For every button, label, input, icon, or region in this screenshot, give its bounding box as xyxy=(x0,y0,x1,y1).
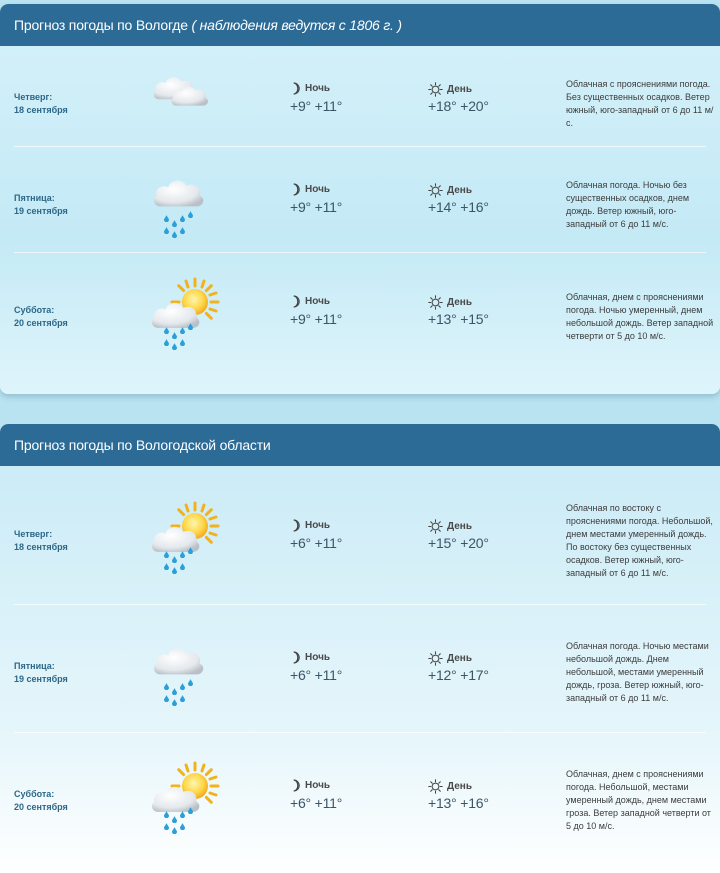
forecast-row xyxy=(0,64,720,144)
forecast-row xyxy=(0,160,720,250)
day-period xyxy=(428,519,472,534)
day-temperature: +15° +20° xyxy=(428,535,489,551)
day-label xyxy=(14,788,68,814)
forecast-description: Облачная по востоку с прояснениями погода. Небольшой, днем местами умеренный дождь. По востоку без существенных осадков. Ветер южный, юго-западный от 6 до 11 м/с. xyxy=(566,503,713,578)
night-period xyxy=(290,519,330,532)
day-temperature: +12° +17° xyxy=(428,667,489,683)
night-temperature: +9° +11° xyxy=(290,199,343,215)
day-temperature: +13° +16° xyxy=(428,795,489,811)
date: 19 сентября xyxy=(14,674,68,684)
forecast-description: Облачная, днем с прояснениями погода. Небольшой, местами умеренный дождь, днем местами гроза. Ветер западной четверти от 5 до 10 м/с. xyxy=(566,769,711,831)
forecast-row xyxy=(0,262,720,372)
day-label xyxy=(14,91,68,117)
forecast-description: Облачная погода. Ночью без существенных осадков, днем дождь. Ветер южный, юго-западный от 6 до 11 м/с. xyxy=(566,180,690,229)
panel-header xyxy=(0,424,720,466)
day-label-text: День xyxy=(447,185,472,196)
sun-icon xyxy=(428,779,443,794)
night-temperature: +9° +11° xyxy=(290,311,343,327)
sun-icon xyxy=(428,651,443,666)
day-label-text: День xyxy=(447,521,472,532)
date: 20 сентября xyxy=(14,802,68,812)
day-label-text: День xyxy=(447,84,472,95)
night-label: Ночь xyxy=(305,184,331,195)
night-temperature: +6° +11° xyxy=(290,795,343,811)
night-label: Ночь xyxy=(305,296,331,307)
rain-cloud-icon xyxy=(150,633,222,713)
row-divider xyxy=(14,146,706,147)
moon-icon xyxy=(290,183,301,196)
date: 18 сентября xyxy=(14,542,68,552)
sun-rain-cloud-icon xyxy=(150,501,222,581)
day-period xyxy=(428,651,472,666)
forecast-row xyxy=(0,618,720,728)
panel-title: Прогноз погоды по Вологодской области xyxy=(14,437,271,453)
panel-subtitle: ( наблюдения ведутся с 1806 г. ) xyxy=(191,17,402,33)
night-temperature: +9° +11° xyxy=(290,98,343,114)
rain-cloud-icon xyxy=(150,165,222,245)
sun-icon xyxy=(428,183,443,198)
day-period xyxy=(428,779,472,794)
row-divider xyxy=(14,252,706,253)
day-label xyxy=(14,304,68,330)
day-label-text: День xyxy=(447,297,472,308)
night-label: Ночь xyxy=(305,83,331,94)
panel-title: Прогноз погоды по Вологде xyxy=(14,17,188,33)
date: 18 сентября xyxy=(14,105,68,115)
forecast-row xyxy=(0,486,720,596)
moon-icon xyxy=(290,779,301,792)
day-label xyxy=(14,192,68,218)
night-period xyxy=(290,82,330,95)
day-temperature: +13° +15° xyxy=(428,311,489,327)
day-label xyxy=(14,660,68,686)
day-period xyxy=(428,183,472,198)
weekday: Четверг: xyxy=(14,92,53,102)
date: 19 сентября xyxy=(14,206,68,216)
day-temperature: +18° +20° xyxy=(428,98,489,114)
weekday: Пятница: xyxy=(14,193,55,203)
day-label-text: День xyxy=(447,781,472,792)
cloudy-icon xyxy=(150,64,222,144)
sun-icon xyxy=(428,82,443,97)
forecast-description: Облачная погода. Ночью местами небольшой дождь. Днем небольшой, местами умеренный дождь, гроза. Ветер южный, юго-западный от 6 до 11 м/с. xyxy=(566,641,709,703)
night-period xyxy=(290,651,330,664)
moon-icon xyxy=(290,519,301,532)
forecast-description: Облачная с прояснениями погода. Без существенных осадков. Ветер южный, юго-западный от 6 до 11 м/с. xyxy=(566,79,714,128)
night-temperature: +6° +11° xyxy=(290,535,343,551)
sun-icon xyxy=(428,295,443,310)
forecast-description: Облачная, днем с прояснениями погода. Ночью умеренный, днем небольшой дождь. Ветер западной четверти от 5 до 10 м/с. xyxy=(566,292,714,341)
panel-header xyxy=(0,4,720,46)
sun-rain-cloud-icon xyxy=(150,761,222,841)
sun-icon xyxy=(428,519,443,534)
weekday: Суббота: xyxy=(14,305,55,315)
moon-icon xyxy=(290,82,301,95)
weekday: Четверг: xyxy=(14,529,53,539)
night-temperature: +6° +11° xyxy=(290,667,343,683)
night-period xyxy=(290,779,330,792)
row-divider xyxy=(14,604,706,605)
night-label: Ночь xyxy=(305,520,331,531)
date: 20 сентября xyxy=(14,318,68,328)
day-period xyxy=(428,295,472,310)
night-period xyxy=(290,295,330,308)
weekday: Суббота: xyxy=(14,789,55,799)
night-period xyxy=(290,183,330,196)
night-label: Ночь xyxy=(305,780,331,791)
night-label: Ночь xyxy=(305,652,331,663)
day-label xyxy=(14,528,68,554)
day-period xyxy=(428,82,472,97)
weekday: Пятница: xyxy=(14,661,55,671)
row-divider xyxy=(14,732,706,733)
day-label-text: День xyxy=(447,653,472,664)
sun-rain-cloud-icon xyxy=(150,277,222,357)
forecast-row xyxy=(0,746,720,856)
moon-icon xyxy=(290,651,301,664)
moon-icon xyxy=(290,295,301,308)
day-temperature: +14° +16° xyxy=(428,199,489,215)
